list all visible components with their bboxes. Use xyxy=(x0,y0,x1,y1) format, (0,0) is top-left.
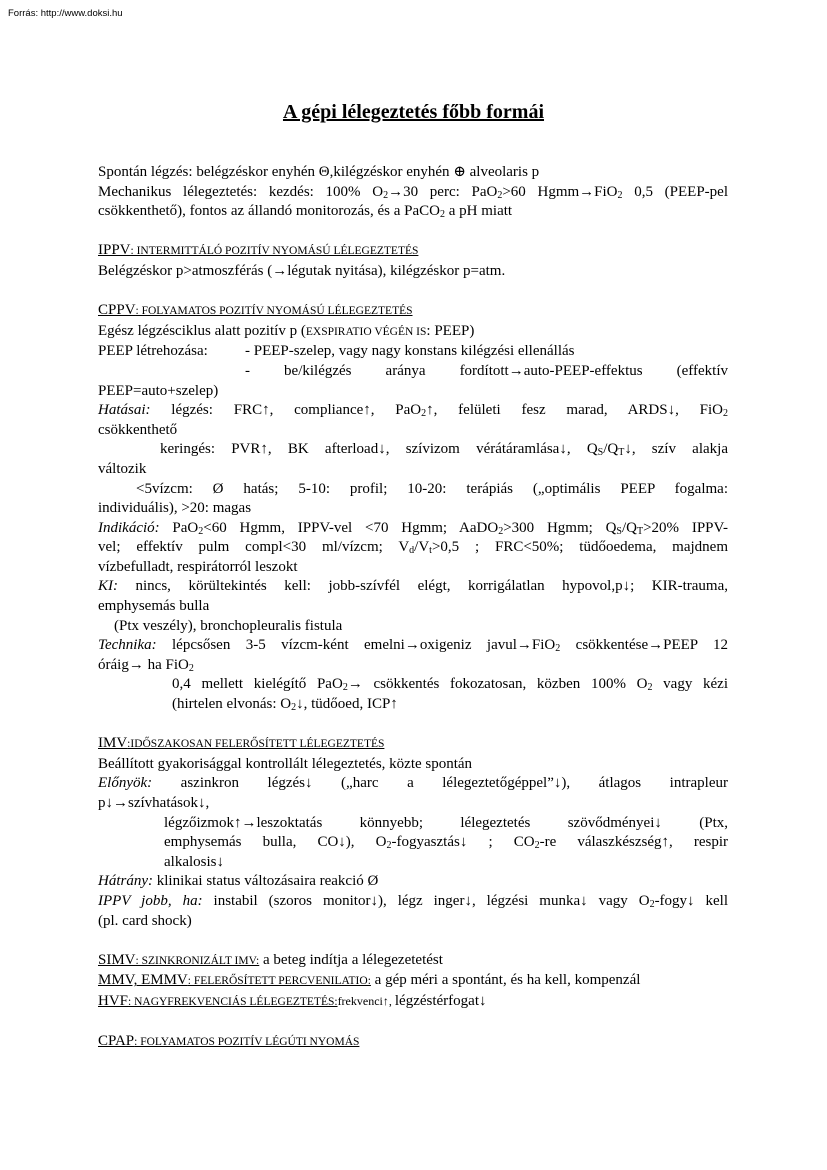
cppv-vizcm-1: <5vízcm: Ø hatás; 5-10: profil; 10-20: terápiás („optimális PEEP fogalma: xyxy=(136,480,728,497)
section-heading-imv xyxy=(98,734,728,755)
section-heading-cppv xyxy=(98,301,728,322)
text: emphysemás bulla, CO↓), O xyxy=(164,834,387,851)
imv-ippv-jobb-1 xyxy=(98,892,728,912)
text: /Q xyxy=(621,519,637,536)
cppv-ki-1 xyxy=(98,577,728,597)
subscript: 2 xyxy=(342,682,348,694)
text: lépcsősen 3-5 vízcm-ként emelni→oxigeniz javul→FiO xyxy=(156,637,556,654)
ippv-line: Belégzéskor p>atmoszférás (→légutak nyitása), kilégzéskor p=atm. xyxy=(98,262,506,279)
cppv-kering-1 xyxy=(98,440,728,460)
heading-full: : SZINKRONIZÁLT IMV: xyxy=(135,954,260,967)
subscript: T xyxy=(618,447,625,459)
intro-text: csökkenthető), fontos az állandó monitorozás, és a PaCO xyxy=(98,203,440,220)
heading-full: : FELERŐSÍTETT PERCVENILATIO: xyxy=(187,975,371,988)
cppv-ki-2: emphysemás bulla xyxy=(98,598,210,615)
cppv-technika-3 xyxy=(98,675,728,695)
label: KI: xyxy=(98,578,118,595)
intro-line-2 xyxy=(98,183,728,203)
text: <60 Hgmm, IPPV-vel <70 Hgmm; AaDO xyxy=(203,519,499,536)
subscript: 2 xyxy=(497,189,503,201)
heading-abbr: CPAP xyxy=(98,1033,135,1050)
intro-line-3 xyxy=(98,202,728,222)
text: ↑, felületi fesz marad, ARDS↓, FiO xyxy=(426,402,723,419)
label: IPPV jobb, ha: xyxy=(98,892,203,909)
subscript: T xyxy=(636,525,644,537)
cppv-technika-2 xyxy=(98,656,728,676)
heading-abbr: CPPV xyxy=(98,302,136,319)
text: >20% IPPV- xyxy=(643,519,728,536)
cppv-ki-3: (Ptx veszély), bronchopleuralis fistula xyxy=(114,617,343,634)
section-heading-cpap xyxy=(98,1032,728,1053)
cppv-kering-2: változik xyxy=(98,460,147,477)
subscript: 2 xyxy=(383,189,389,201)
small-caps-text: EXSPIRATIO VÉGÉN IS xyxy=(305,325,427,338)
text: ↓, tüdőoed, ICP↑ xyxy=(296,696,398,713)
heading-full: : FOLYAMATOS POZITÍV LÉGÚTI NYOMÁS xyxy=(134,1036,360,1049)
intro-text: a pH miatt xyxy=(445,203,513,220)
subscript: 2 xyxy=(198,525,204,537)
heading-abbr: SIMV xyxy=(98,951,136,968)
cppv-indikacio-1 xyxy=(98,519,728,539)
heading-full: : FOLYAMATOS POZITÍV NYOMÁSÚ LÉLEGEZTETÉS xyxy=(135,305,413,318)
text: instabil (szoros monitor↓), légz inger↓, légzési munka↓ vagy O xyxy=(202,892,650,909)
text: : PEEP) xyxy=(426,322,475,339)
section-hvf xyxy=(98,992,728,1013)
subscript: 2 xyxy=(421,408,427,420)
text: a beteg indítja a lélegezetetést xyxy=(259,951,443,968)
intro-text: Spontán légzés: belégzéskor enyhén Θ,kilégzéskor enyhén ⊕ alveolaris p xyxy=(98,164,540,180)
imv-elonyok-3: légzőizmok↑→leszoktatás könnyebb; lélegeztetés szövődményei↓ (Ptx, xyxy=(164,814,728,831)
text: légzés: FRC↑, compliance↑, PaO xyxy=(150,402,422,419)
text: vagy kézi xyxy=(652,676,728,693)
subscript: 2 xyxy=(649,898,655,910)
cppv-hatasai-1 xyxy=(98,401,728,421)
intro-text: >60 Hgmm→FiO xyxy=(502,183,618,200)
subscript: 2 xyxy=(617,189,623,201)
intro-line-1 xyxy=(98,163,728,183)
cppv-line-2 xyxy=(98,342,728,362)
cppv-technika-1 xyxy=(98,636,728,656)
heading-abbr: MMV, EMMV xyxy=(98,972,188,989)
subscript: S xyxy=(597,447,604,459)
subscript: 2 xyxy=(440,209,445,221)
text: /V xyxy=(414,539,430,556)
text: csökkentése→PEEP 12 xyxy=(560,637,728,654)
label: Indikáció: xyxy=(98,519,160,536)
cppv-hatasai-2: csökkenthető xyxy=(98,421,178,438)
intro-text: →30 perc: PaO xyxy=(388,183,498,200)
subscript: 2 xyxy=(188,662,194,674)
imv-line-1: Beállított gyakorisággal kontrollált lélegeztetés, közte spontán xyxy=(98,755,473,772)
heading-abbr: HVF xyxy=(98,992,129,1009)
cppv-line-4: PEEP=auto+szelep) xyxy=(98,382,219,399)
section-simv xyxy=(98,951,728,972)
text: - PEEP-szelep, vagy nagy konstans kilégzési ellenállás xyxy=(245,343,575,360)
text: /Q xyxy=(603,441,619,458)
subscript: 2 xyxy=(534,840,540,852)
text: légzéstérfogat↓ xyxy=(394,992,487,1009)
subscript: 2 xyxy=(647,682,653,694)
subscript: 2 xyxy=(498,525,504,537)
text: -fogy↓ kell xyxy=(654,892,729,909)
heading-abbr: IMV xyxy=(98,735,128,752)
cppv-vizcm-2: individuális), >20: magas xyxy=(98,500,252,517)
heading-full: : NAGYFREKVENCIÁS LÉLEGEZTETÉS: xyxy=(128,995,338,1008)
text: a gép méri a spontánt, és ha kell, kompenzál xyxy=(370,972,641,989)
intro-text: Mechanikus lélegeztetés: kezdés: 100% O xyxy=(98,183,384,200)
imv-elonyok-5: alkalosis↓ xyxy=(164,853,224,870)
imv-ippv-jobb-2: (pl. card shock) xyxy=(98,912,192,929)
imv-elonyok-2: p↓→szívhatások↓, xyxy=(98,795,210,811)
label: Hátrány: xyxy=(98,873,153,890)
label: Előnyök: xyxy=(98,775,153,792)
subscript: 2 xyxy=(386,840,392,852)
imv-hatrany xyxy=(98,872,728,892)
subscript: S xyxy=(616,525,622,537)
text: klinikai status változásaira reakció Ø xyxy=(153,873,379,890)
text: >300 Hgmm; Q xyxy=(503,519,617,536)
text: PaO xyxy=(159,519,199,536)
text: >0,5 ; FRC<50%; tüdőoedema, majdnem xyxy=(431,539,728,556)
text: -re válaszkészség↑, respir xyxy=(539,834,729,851)
heading-abbr: IPPV xyxy=(98,242,131,259)
text: -fogyasztás↓ ; CO xyxy=(391,834,535,851)
small-text: frekvenci↑, xyxy=(337,993,395,1008)
heading-full: :IDŐSZAKOSAN FELERŐSÍTETT LÉLEGEZTETÉS xyxy=(127,738,385,751)
intro-text: 0,5 (PEEP-pel xyxy=(622,183,728,200)
text: 0,4 mellett kielégítő PaO xyxy=(172,676,343,693)
source-note: Forrás: http://www.doksi.hu xyxy=(8,8,123,19)
page-title: A gépi lélegeztetés főbb formái xyxy=(282,101,545,123)
text: → csökkentés fokozatosan, közben 100% O xyxy=(347,676,648,693)
cppv-indikacio-2 xyxy=(98,538,728,558)
text: Egész légzésciklus alatt pozitív p ( xyxy=(98,322,306,339)
label: Technika: xyxy=(98,637,157,654)
cppv-line-1 xyxy=(98,322,728,343)
cppv-line-3: - be/kilégzés aránya fordított→auto-PEEP-effektus (effektív xyxy=(245,362,728,379)
text: óráig→ ha FiO xyxy=(98,656,189,673)
text: (hirtelen elvonás: O xyxy=(172,696,292,713)
subscript: 2 xyxy=(555,643,561,655)
subscript: t xyxy=(429,545,432,557)
subscript: d xyxy=(409,545,415,557)
text: PEEP létrehozása: xyxy=(98,343,208,360)
text: nincs, körültekintés kell: jobb-szívfél elégt, korrigálatlan hypovol,p↓; KIR-trauma, xyxy=(118,578,728,595)
imv-elonyok-4 xyxy=(98,833,728,853)
heading-full: : INTERMITTÁLÓ POZITÍV NYOMÁSÚ LÉLEGEZTETÉS xyxy=(130,245,419,258)
text: vel; effektív pulm compl<30 ml/vízcm; V xyxy=(98,539,410,556)
cppv-technika-4 xyxy=(98,695,728,715)
subscript: 2 xyxy=(723,408,728,420)
section-mmv xyxy=(98,971,728,992)
subscript: 2 xyxy=(291,702,297,714)
text: aszinkron légzés↓ („harc a lélegeztetőgéppel”↓), átlagos intrapleur xyxy=(152,775,728,792)
imv-elonyok-1 xyxy=(98,774,728,794)
section-heading-ippv xyxy=(98,241,728,262)
cppv-indikacio-3: vízbefulladt, respirátorról leszokt xyxy=(98,558,298,575)
text: ↓, szív alakja xyxy=(624,441,728,458)
text: keringés: PVR↑, BK afterload↓, szívizom vérátáramlása↓, Q xyxy=(160,441,598,458)
label: Hatásai: xyxy=(98,402,151,419)
document-body xyxy=(98,163,728,1053)
